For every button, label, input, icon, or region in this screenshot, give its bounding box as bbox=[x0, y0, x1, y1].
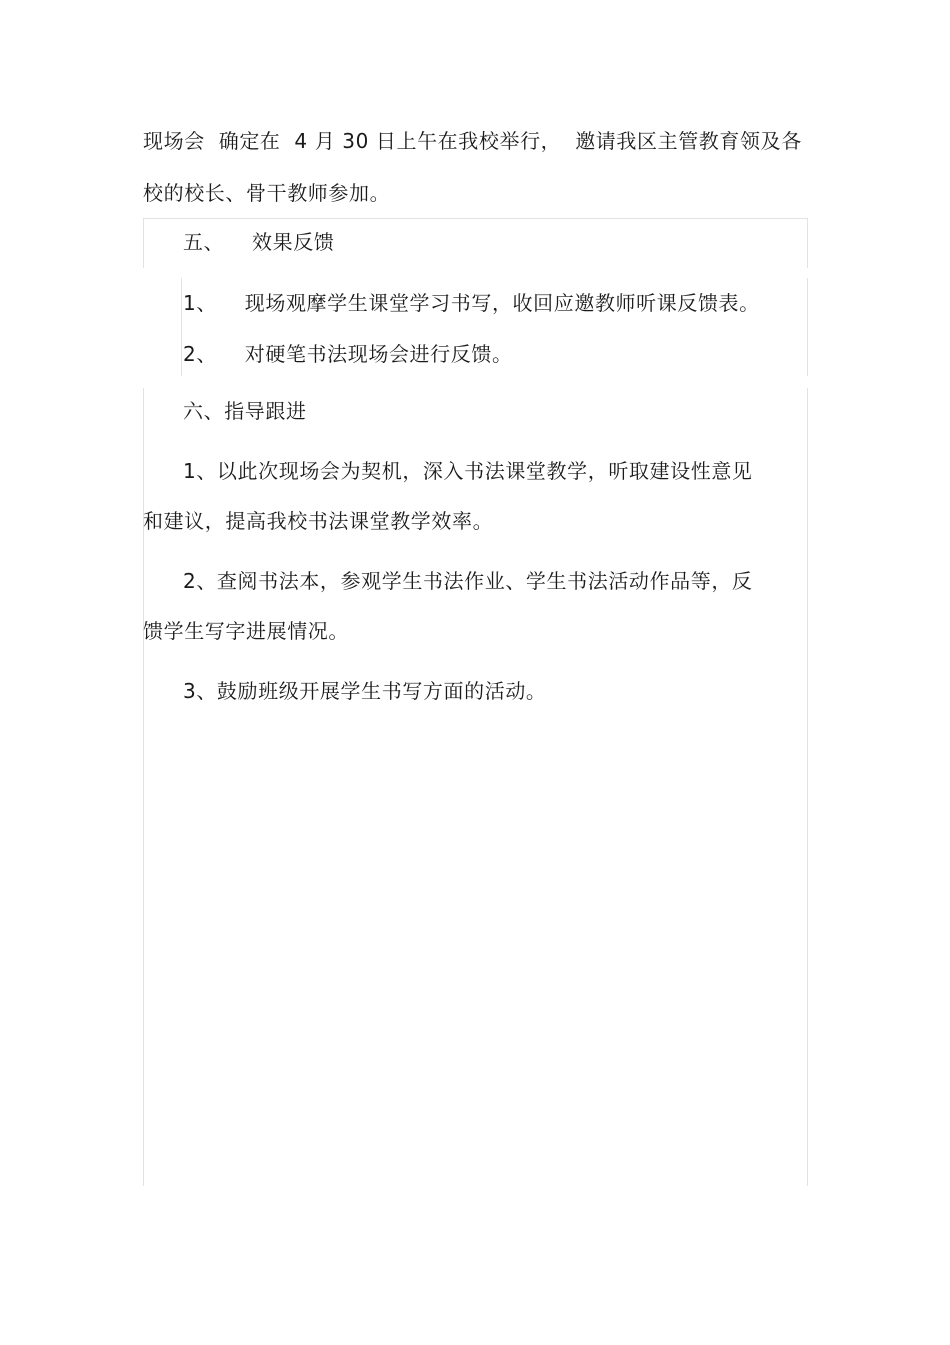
section-6-item-1-line-1: 1、以此次现场会为契机，深入书法课堂教学，听取建设性意见 bbox=[183, 459, 753, 483]
intro-line-2: 校的校长、骨干教师参加。 bbox=[143, 181, 391, 205]
section-6-item-3: 3、鼓励班级开展学生书写方面的活动。 bbox=[183, 679, 547, 703]
section-5-item-1: 1、 现场观摩学生课堂学习书写，收回应邀教师听课反馈表。 bbox=[183, 291, 760, 315]
section-6-item-2-line-2: 馈学生写字进展情况。 bbox=[143, 619, 349, 643]
intro-line-1: 现场会 确定在 4 月 30 日上午在我校举行， 邀请我区主管教育领及各 bbox=[143, 129, 802, 153]
frame-top-line bbox=[143, 218, 808, 219]
section-6-item-2-line-1: 2、查阅书法本，参观学生书法作业、学生书法活动作品等，反 bbox=[183, 569, 753, 593]
section-6-heading: 六、指导跟进 bbox=[183, 399, 307, 423]
section-5-heading: 五、 效果反馈 bbox=[183, 230, 335, 254]
frame-right-line-b bbox=[807, 278, 808, 376]
section-6-item-1-line-2: 和建议，提高我校书法课堂教学效率。 bbox=[143, 509, 494, 533]
section-5-item-2: 2、 对硬笔书法现场会进行反馈。 bbox=[183, 342, 513, 366]
frame-left-line-b bbox=[181, 278, 182, 376]
frame-left-line-a bbox=[143, 218, 144, 268]
frame-right-line-a bbox=[807, 218, 808, 268]
frame-right-line-c bbox=[807, 388, 808, 1186]
